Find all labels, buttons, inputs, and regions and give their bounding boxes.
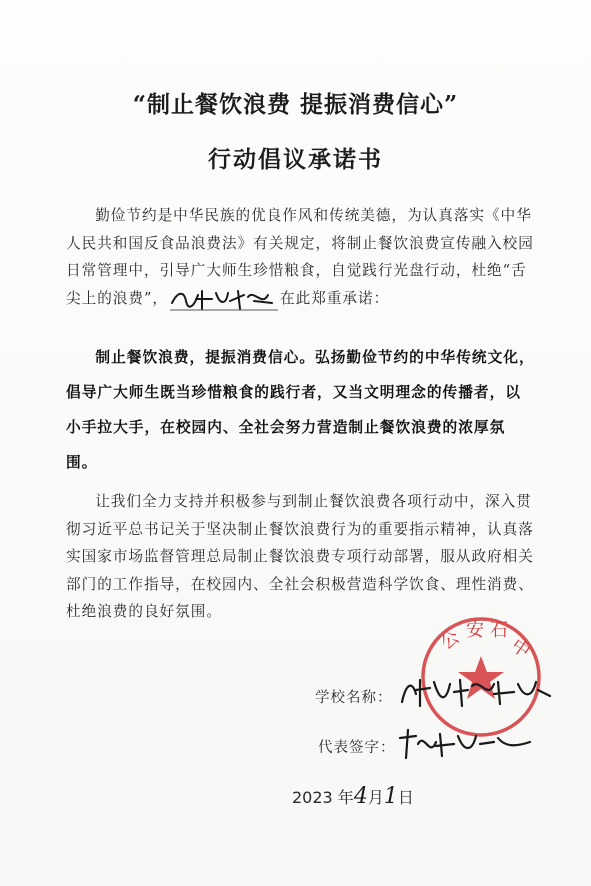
document-subtitle: 行动倡议承诺书 [208, 146, 383, 173]
svg-text:安: 安 [466, 620, 484, 641]
svg-text:公: 公 [436, 626, 464, 655]
svg-text:中: 中 [507, 634, 534, 663]
paragraph-pledge: 制止餐饮浪费，提振消费信心。弘扬勤俭节约的中华传统文化，倡导广大师生既当珍惜粮食的践行者，又当文明理念的传播者，以小手拉大手，在校园内、全社会努力营造制止餐饮浪费的浓厚氛围。 [66, 349, 535, 471]
inline-signature [168, 285, 280, 313]
representative-label: 代表签字： [318, 740, 396, 756]
date-row [292, 784, 414, 809]
date-month: 4 [353, 784, 368, 809]
date-day: 1 [383, 784, 398, 809]
school-name-handwriting [396, 672, 556, 712]
date-year: 2023 年 [292, 788, 354, 807]
paragraph-intro-text: 勤俭节约是中华民族的优良作风和传统美德，为认真落实《中华人民共和国反食品浪费法》有关规定，将制止餐饮浪费宣传融入校园日常管理中，引导广大师生珍惜粮食，自觉践行光盘行动，杜绝“舌尖上的浪费”， [66, 207, 534, 307]
date-month-unit: 月 [367, 788, 384, 807]
representative-signature [394, 724, 534, 764]
paragraph-call: 让我们全力支持并积极参与到制止餐饮浪费各项行动中，深入贯彻习近平总书记关于坚决制止餐饮浪费行为的重要指示精神，认真落实国家市场监督管理总局制止餐饮浪费专项行动部署，服从政府相关部门的工作指导，在校园内、全社会积极营造科学饮食、理性消费、杜绝浪费的良好氛围。 [66, 493, 534, 620]
paragraph-intro-tail: 在此郑重承诺： [280, 289, 390, 307]
paragraph-intro [66, 202, 536, 313]
school-name-label: 学校名称： [315, 690, 393, 706]
date-day-unit: 日 [397, 788, 414, 807]
svg-text:石: 石 [490, 620, 508, 641]
document-title: “制止餐饮浪费 提振消费信心” [132, 91, 459, 118]
